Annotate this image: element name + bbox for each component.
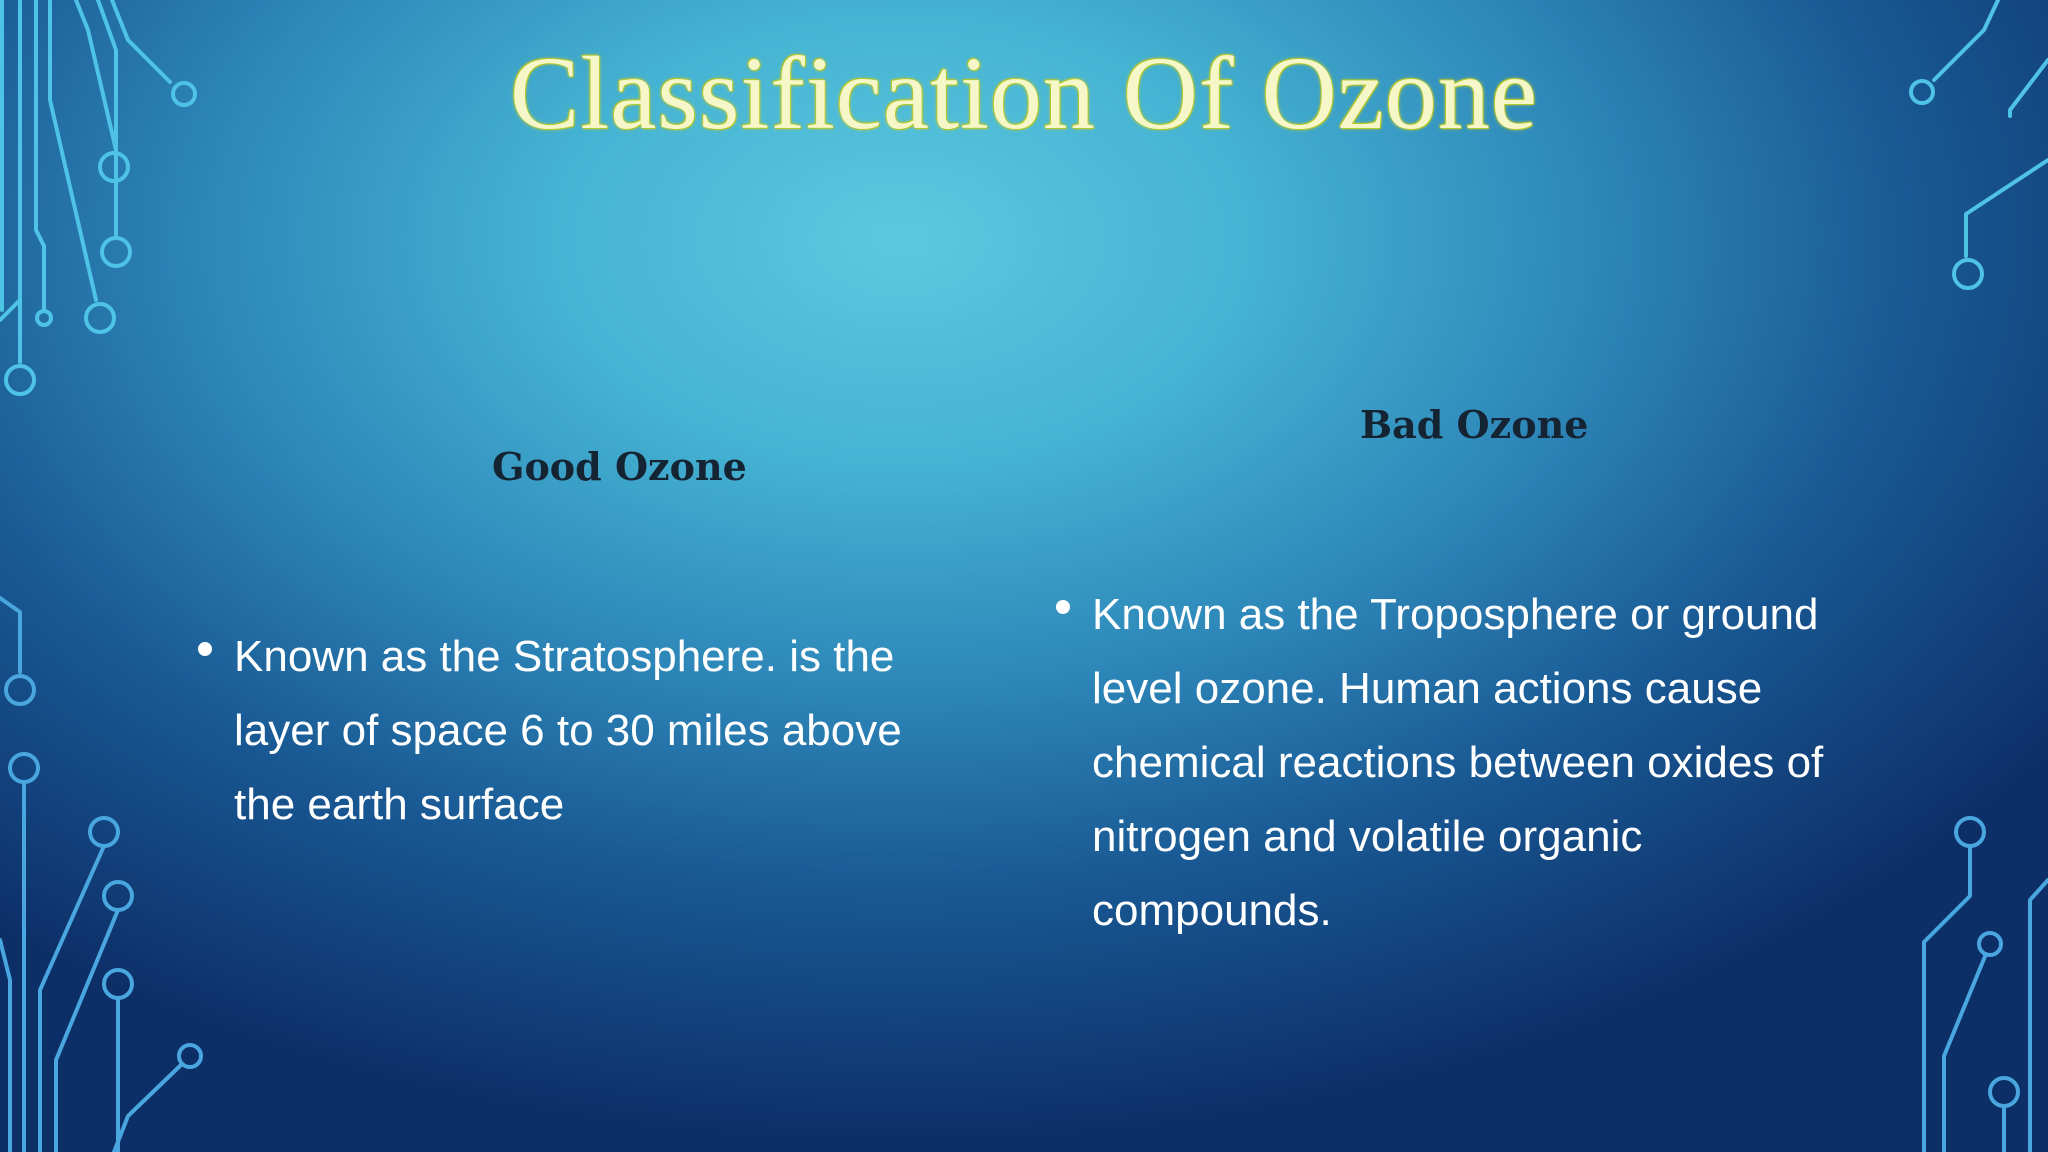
bad-ozone-list [1054,578,1874,948]
bad-ozone-bullet-text: Known as the Troposphere or ground level ozone. Human actions cause chemical reactions between oxides of nitrogen and volatile organic compounds. [1092,590,1824,935]
slide-title: Classification Of Ozone [509,36,1539,151]
list-item [196,620,956,842]
circuit-bottom-left [0,598,201,1152]
circuit-bottom-right [1924,818,2048,1152]
bullet-dot-icon [198,642,212,656]
bullet-dot-icon [1056,600,1070,614]
good-ozone-heading: Good Ozone [492,444,747,489]
good-ozone-bullet-text: Known as the Stratosphere. is the layer of space 6 to 30 miles above the earth surface [234,632,902,829]
good-ozone-list [196,620,956,842]
bad-ozone-heading: Bad Ozone [1360,402,1589,447]
list-item [1054,578,1874,948]
